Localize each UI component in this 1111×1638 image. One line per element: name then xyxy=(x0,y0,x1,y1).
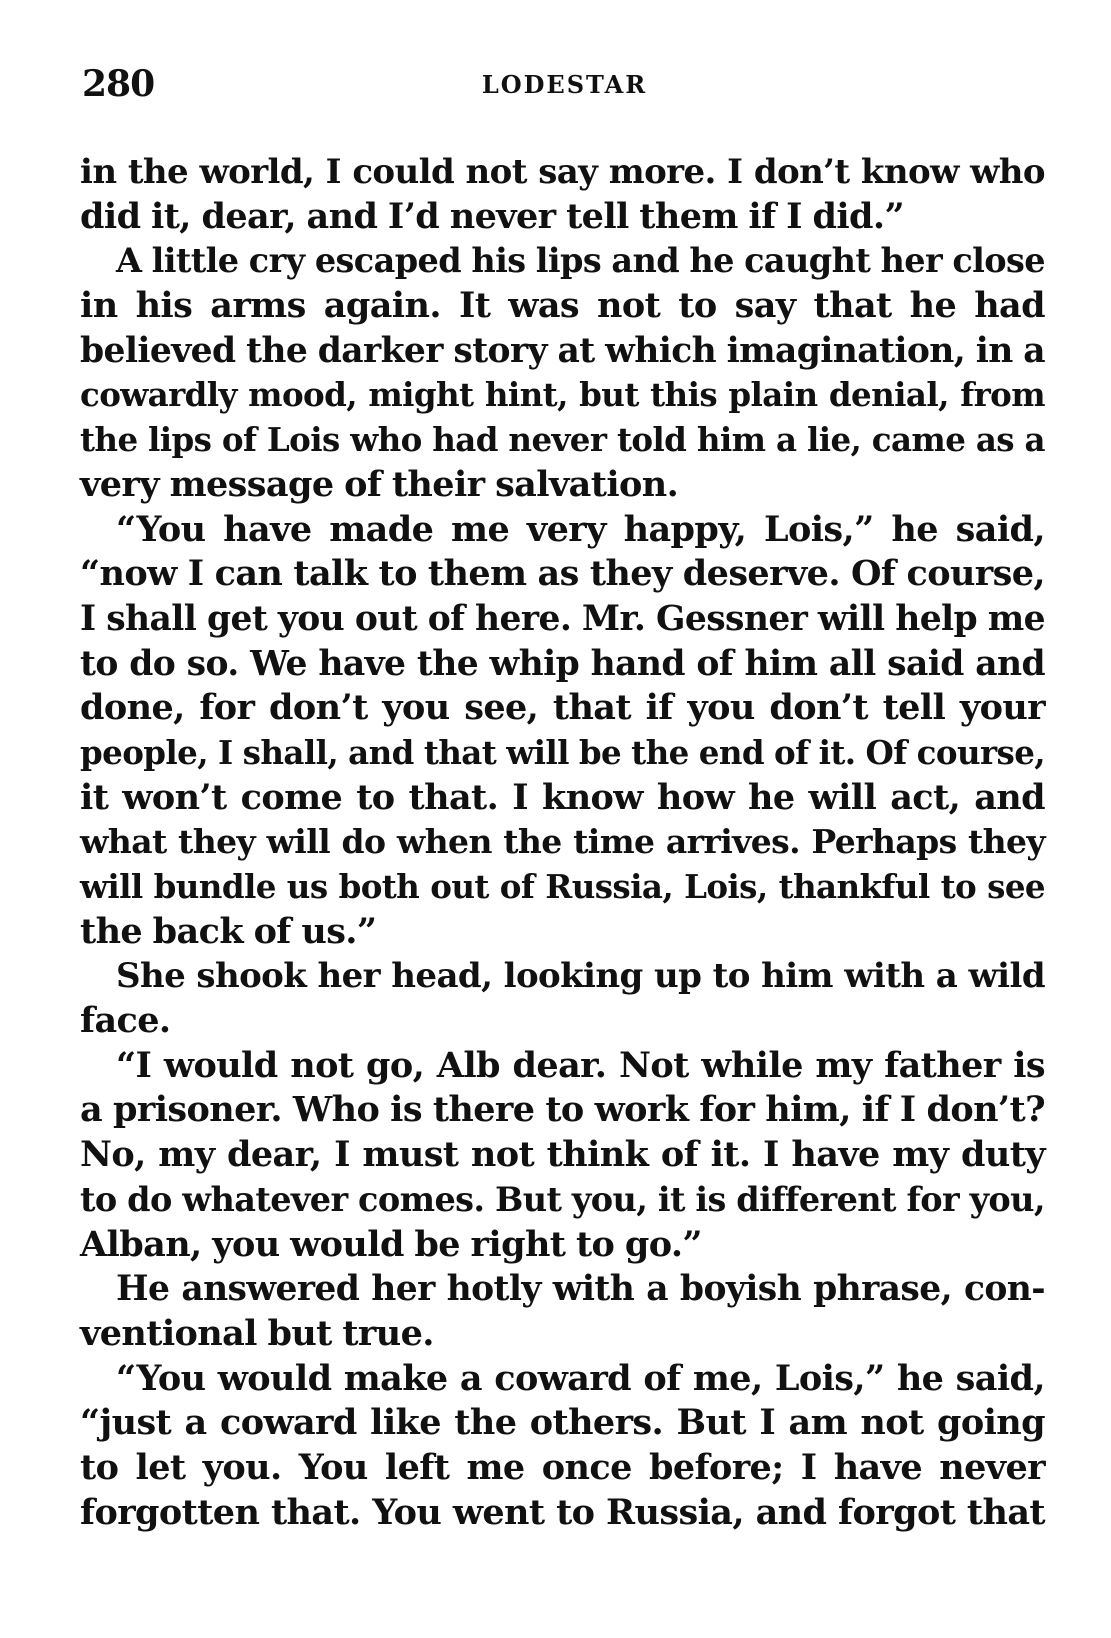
text-line: to do so. We have the whip hand of him all said and xyxy=(80,643,1045,684)
text-line: cowardly mood, might hint, but this plain denial, from xyxy=(80,375,1045,415)
text-line: what they will do when the time arrives. Perhaps they xyxy=(80,822,1045,862)
text-line: She shook her head, looking up to him with a wild xyxy=(116,956,1045,997)
page-header xyxy=(82,62,1047,122)
text-line: “You would make a coward of me, Lois,” he said, xyxy=(116,1357,1045,1399)
text-line: will bundle us both out of Russia, Lois, thankful to see xyxy=(80,867,1045,906)
text-line: people, I shall, and that will be the end of it. Of course, xyxy=(80,732,1045,772)
page-number: 280 xyxy=(82,63,155,105)
text-line: “I would not go, Alb dear. Not while my father is xyxy=(116,1044,1045,1086)
text-line: forgotten that. You went to Russia, and forgot that xyxy=(80,1491,1045,1533)
text-line: in the world, I could not say more. I don’t know who xyxy=(80,152,1045,192)
text-line: the back of us.” xyxy=(80,910,377,952)
text-line: “You have made me very happy, Lois,” he said, xyxy=(116,508,1045,550)
text-line: “now I can talk to them as they deserve. Of course, xyxy=(80,553,1045,595)
text-line: to do whatever comes. But you, it is different for you, xyxy=(80,1179,1045,1219)
text-line: believed the darker story at which imagination, in a xyxy=(80,330,1045,371)
text-line: No, my dear, I must not think of it. I have my duty xyxy=(80,1134,1045,1176)
text-line: did it, dear, and I’d never tell them if I did.” xyxy=(80,195,905,237)
text-line: in his arms again. It was not to say that he had xyxy=(80,285,1045,327)
text-line: done, for don’t you see, that if you don’t tell your xyxy=(80,687,1045,729)
text-line: I shall get you out of here. Mr. Gessner will help me xyxy=(80,598,1045,639)
text-line: “just a coward like the others. But I am not going xyxy=(80,1402,1045,1444)
text-line: face. xyxy=(80,1000,171,1042)
text-line: He answered her hotly with a boyish phrase, con- xyxy=(116,1269,1045,1310)
text-line: very message of their salvation. xyxy=(80,463,679,505)
body-text xyxy=(80,150,1045,1535)
text-line: it won’t come to that. I know how he will act, and xyxy=(80,776,1045,818)
text-line: the lips of Lois who had never told him a lie, came as a xyxy=(80,420,1045,460)
text-line: A little cry escaped his lips and he caught her close xyxy=(116,241,1045,281)
text-line: to let you. You left me once before; I have never xyxy=(80,1446,1045,1488)
running-title: LODESTAR xyxy=(481,70,648,99)
text-line: a prisoner. Who is there to work for him, if I don’t? xyxy=(80,1089,1045,1131)
text-line: Alban, you would be right to go.” xyxy=(80,1223,702,1265)
text-line: ventional but true. xyxy=(80,1312,434,1354)
